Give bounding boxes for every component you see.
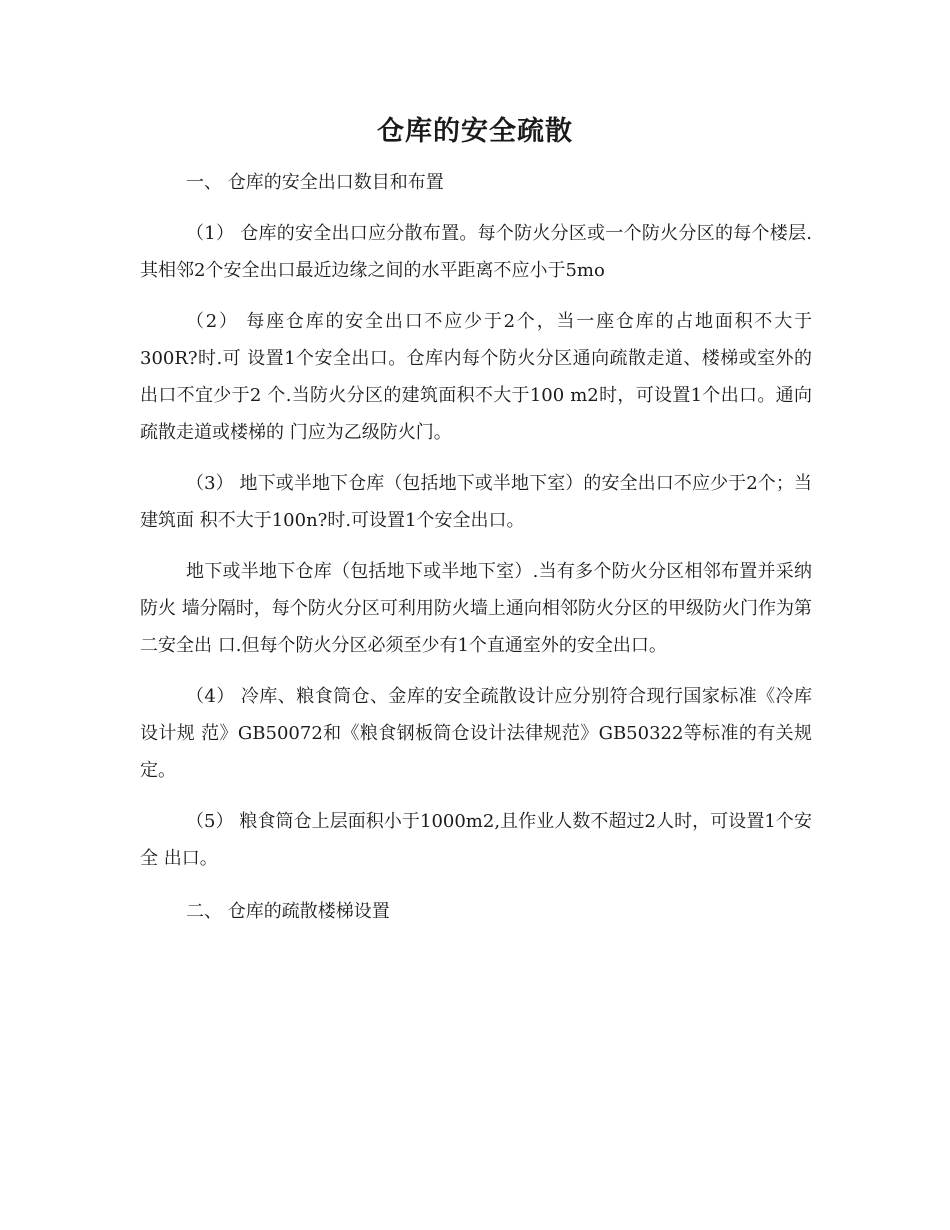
paragraph-1: （1） 仓库的安全出口应分散布置。每个防火分区或一个防火分区的每个楼层.其相邻2个安全出口最近边缘之间的水平距离不应小于5mo xyxy=(140,223,812,281)
section-heading-1: 一、 仓库的安全出口数目和布置 xyxy=(186,172,444,193)
paragraph-2: （2） 每座仓库的安全出口不应少于2个，当一座仓库的占地面积不大于300R?时.可 设置1个安全出口。仓库内每个防火分区通向疏散走道、楼梯或室外的出口不宜少于2 个.当防火分区的建筑面积不大于100 m2时，可设置1个出口。通向疏散走道或楼梯的 门应为乙级防火门。 xyxy=(140,311,812,443)
paragraph-6: （5） 粮食筒仓上层面积小于1000m2,且作业人数不超过2人时，可设置1个安全 出口。 xyxy=(140,811,812,869)
document-body xyxy=(140,164,812,930)
section-heading-2: 二、 仓库的疏散楼梯设置 xyxy=(186,901,390,922)
paragraph-4: 地下或半地下仓库（包括地下或半地下室）.当有多个防火分区相邻布置并采纳防火 墙分隔时，每个防火分区可利用防火墙上通向相邻防火分区的甲级防火门作为第二安全出 口.但每个防火分区必须至少有1个直通室外的安全出口。 xyxy=(140,561,812,656)
paragraph-3: （3） 地下或半地下仓库（包括地下或半地下室）的安全出口不应少于2个；当建筑面 积不大于100n?时.可设置1个安全出口。 xyxy=(140,473,812,531)
paragraph-5: （4） 冷库、粮食筒仓、金库的安全疏散设计应分别符合现行国家标准《冷库设计规 范》GB50072和《粮食钢板筒仓设计法律规范》GB50322等标准的有关规定。 xyxy=(140,686,812,781)
document-title: 仓库的安全疏散 xyxy=(377,116,573,147)
